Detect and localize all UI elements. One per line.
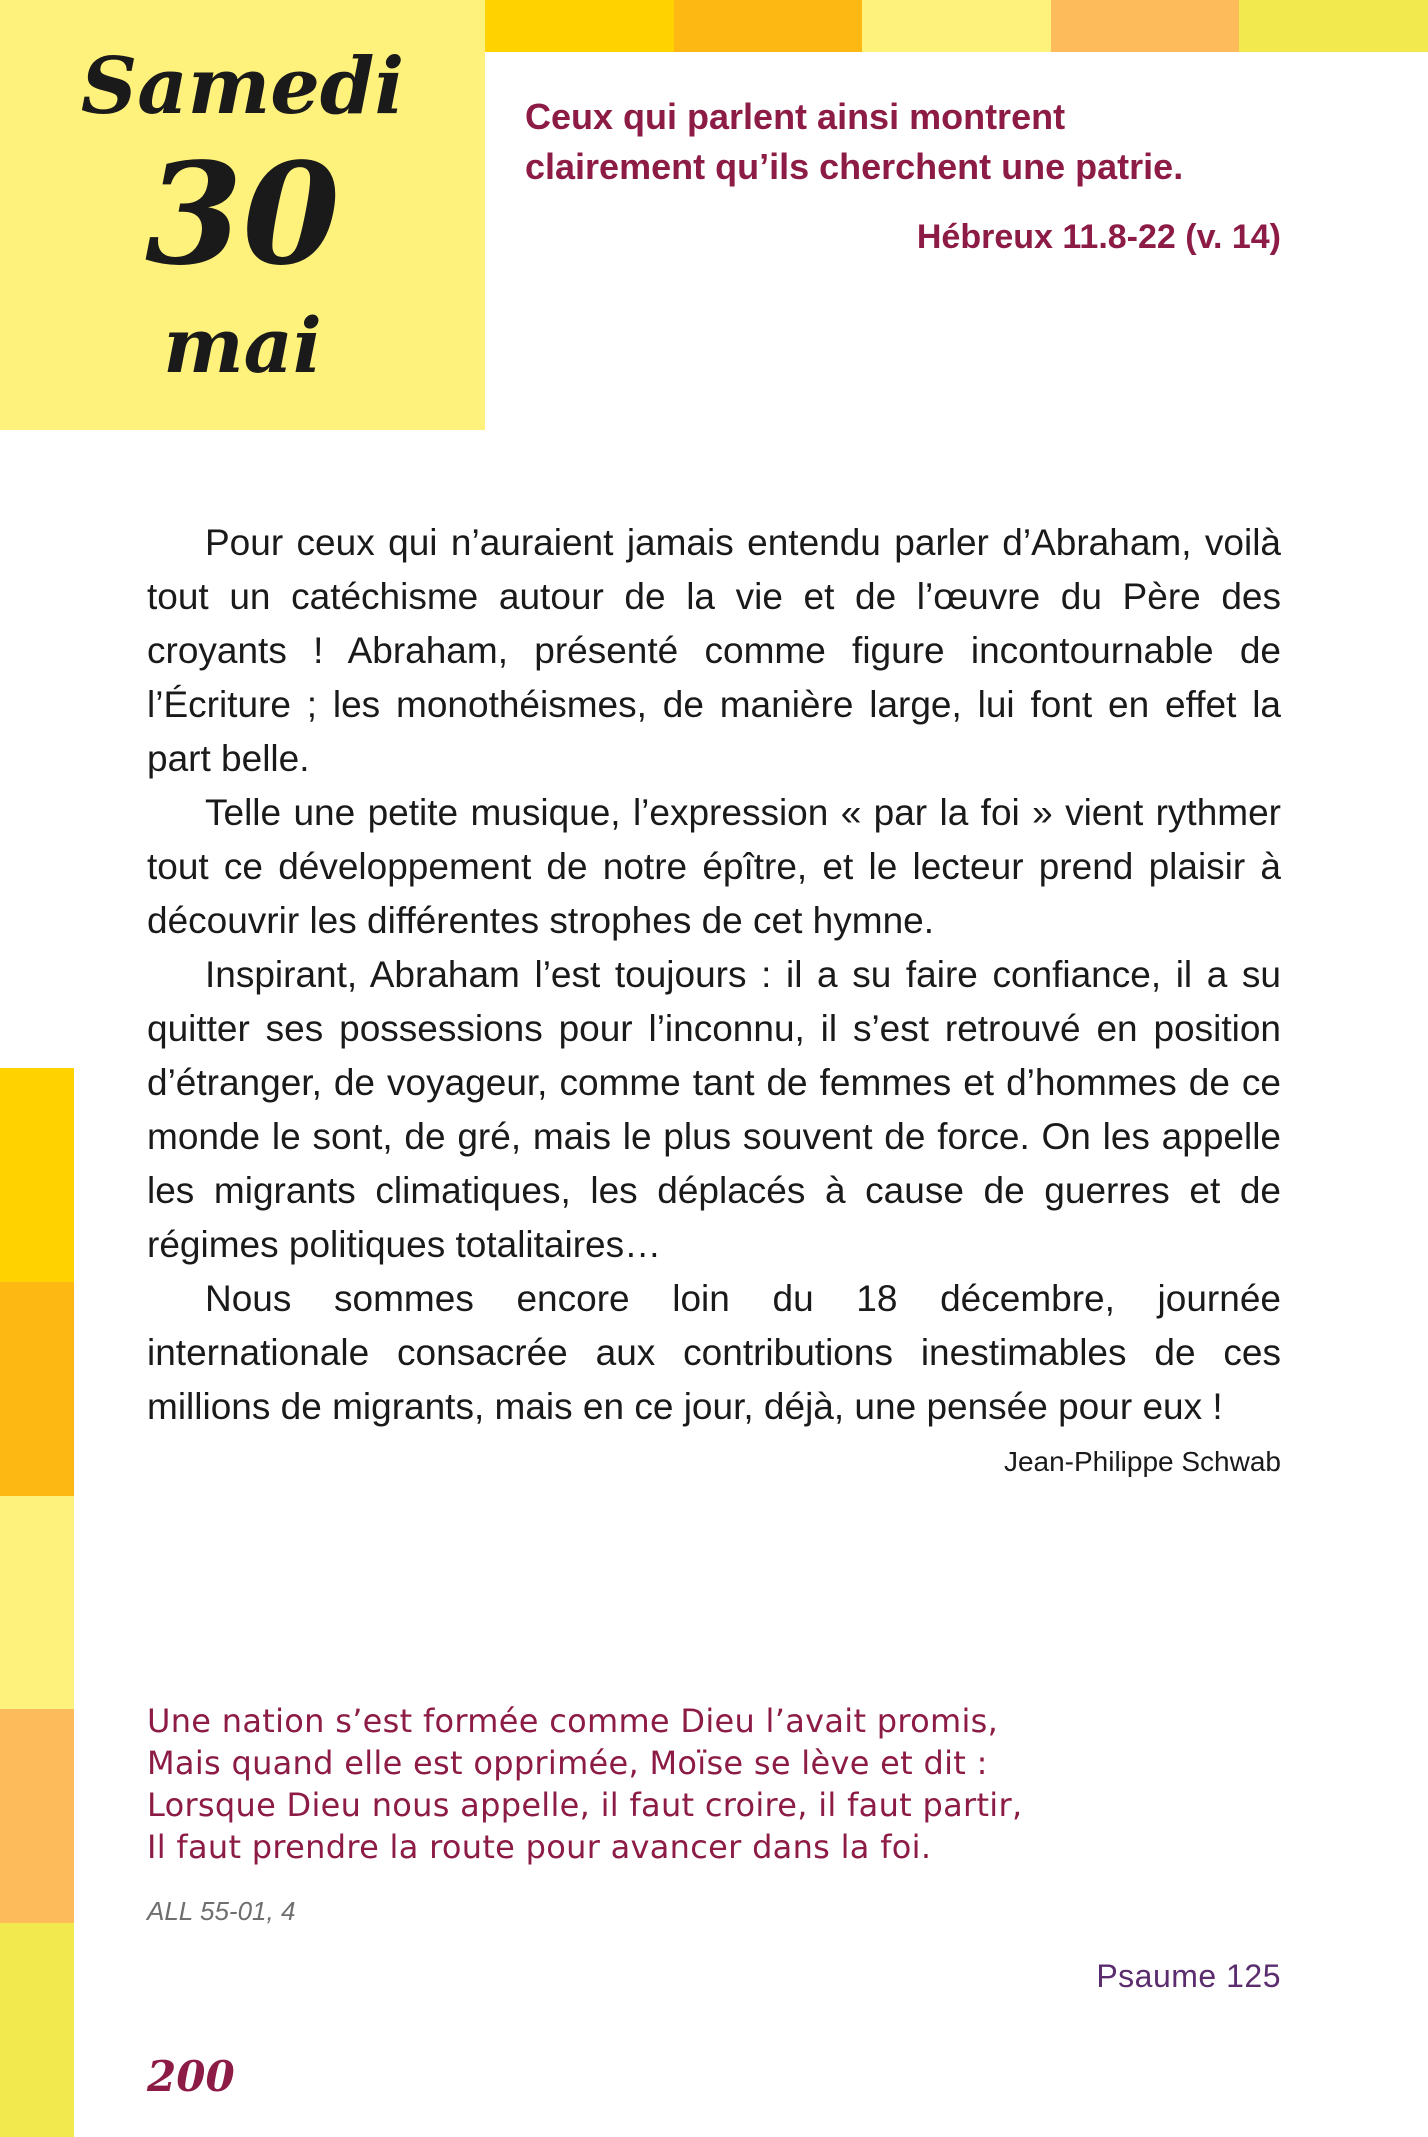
- verse-line: Ceux qui parlent ainsi montrent: [525, 96, 1066, 137]
- hymn-line: Mais quand elle est opprimée, Moïse se lève et dit :: [147, 1744, 988, 1782]
- date-month: mai: [163, 301, 322, 390]
- meditation-paragraph: Nous sommes encore loin du 18 décembre, journée internationale consacrée aux contributions inestimables de ces millions de migrants, mais en ce jour, déjà, une pensée pour eux !: [147, 1278, 1281, 1427]
- meditation-paragraph: Telle une petite musique, l’expression « par la foi » vient rythmer tout ce développement de notre épître, et le lecteur prend plaisir à découvrir les différentes strophes de cet hymne.: [147, 792, 1281, 941]
- meditation-paragraph: Inspirant, Abraham l’est toujours : il a su faire confiance, il a su quitter ses possessions pour l’inconnu, il s’est retrouvé en position d’étranger, de voyageur, comme tant de femmes et d’hommes de ce monde le sont, de gré, mais le plus souvent de force. On les appelle les migrants climatiques, les déplacés à cause de guerres et de régimes politiques totalitaires…: [147, 954, 1281, 1265]
- meditation-paragraph: Pour ceux qui n’auraient jamais entendu parler d’Abraham, voilà tout un catéchisme autour de la vie et de l’œuvre du Père des croyants ! Abraham, présenté comme figure incontournable de l’Écriture ; les monothéismes, de manière large, lui font en effet la part belle.: [147, 522, 1281, 779]
- top-strip-segment: [862, 0, 1051, 52]
- date-day-number: 30: [145, 133, 340, 297]
- hymn-reference: ALL 55-01, 4: [147, 1896, 296, 1926]
- left-strip-segment: [0, 1709, 74, 1923]
- date-weekday: Samedi: [80, 41, 405, 132]
- verse-quote: [525, 92, 1305, 192]
- top-strip-segment: [674, 0, 863, 52]
- left-color-strip: [0, 1068, 74, 2137]
- top-color-strip: [485, 0, 1428, 52]
- left-strip-segment: [0, 1068, 74, 1282]
- hymn-line: Il faut prendre la route pour avancer dans la foi.: [147, 1828, 932, 1866]
- hymn-stanza: [147, 1700, 1047, 1868]
- hymn-line: Une nation s’est formée comme Dieu l’avait promis,: [147, 1702, 999, 1740]
- hymn-line: Lorsque Dieu nous appelle, il faut croire, il faut partir,: [147, 1786, 1023, 1824]
- top-strip-segment: [485, 0, 674, 52]
- left-strip-segment: [0, 1923, 74, 2137]
- verse-line: clairement qu’ils cherchent une patrie.: [525, 146, 1184, 187]
- reading-reference: Psaume 125: [1096, 1958, 1281, 1994]
- left-strip-segment: [0, 1496, 74, 1710]
- top-strip-segment: [1239, 0, 1428, 52]
- left-strip-segment: [0, 1282, 74, 1496]
- date-block: [0, 0, 485, 430]
- verse-reference: Hébreux 11.8-22 (v. 14): [916, 218, 1281, 256]
- author-name: Jean-Philippe Schwab: [1003, 1446, 1281, 1477]
- top-strip-segment: [1051, 0, 1240, 52]
- page-number: 200: [147, 2052, 235, 2101]
- meditation-text: [147, 516, 1281, 1434]
